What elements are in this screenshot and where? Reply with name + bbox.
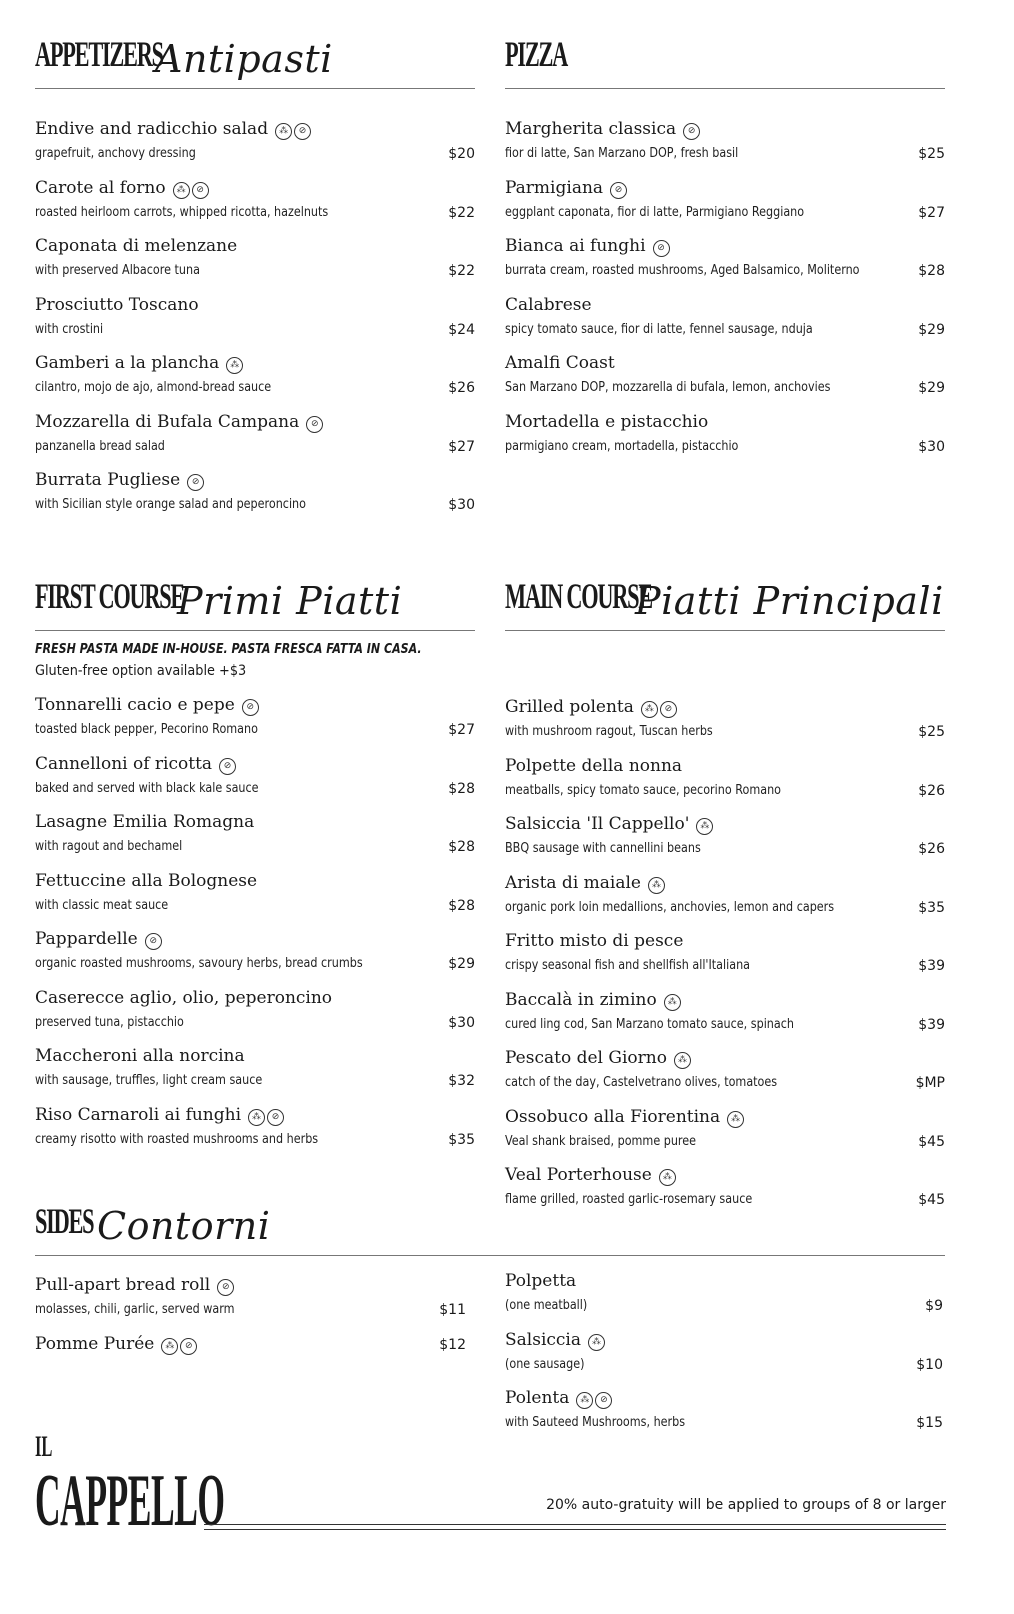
main-course-list [505, 695, 945, 1222]
main-course-subtitle: Piatti Principali [635, 579, 944, 623]
first-course-subtitle: Primi Piatti [177, 579, 403, 623]
item-name-text: Amalfi Coast [505, 353, 615, 373]
item-name-text: Caponata di melenzane [35, 236, 238, 256]
item-name [505, 812, 715, 838]
pasta-note-heading: FRESH PASTA MADE IN-HOUSE. PASTA FRESCA FATTA IN CASA. [35, 642, 422, 657]
dietary-icons [242, 695, 261, 719]
item-price: $28 [448, 897, 475, 914]
item-name [35, 351, 245, 377]
item-name [35, 293, 199, 317]
item-name [35, 176, 211, 202]
item-name-text: Ossobuco alla Fiorentina [505, 1106, 721, 1127]
gluten-free-icon: ⁂ [248, 1109, 265, 1126]
dietary-icons [727, 1107, 746, 1131]
dietary-icons [248, 1105, 286, 1129]
item-name [35, 117, 313, 143]
item-description: meatballs, spicy tomato sauce, pecorino Romano [505, 782, 782, 798]
menu-item [505, 1328, 943, 1387]
menu-item [505, 351, 945, 410]
item-name [505, 1163, 678, 1189]
item-price: $45 [918, 1192, 945, 1208]
item-price: $30 [448, 1014, 475, 1031]
item-price: $39 [918, 958, 945, 974]
item-price: $28 [448, 839, 475, 855]
menu-item [35, 869, 475, 928]
item-description: parmigiano cream, mortadella, pistacchio [505, 438, 739, 454]
item-description: catch of the day, Castelvetrano olives, tomatoes [505, 1075, 778, 1090]
vegetarian-icon: ⊘ [653, 240, 670, 257]
item-name-text: Fettuccine alla Bolognese [35, 870, 258, 891]
item-name-text: Pomme Purée [35, 1333, 155, 1354]
dietary-icons [145, 929, 164, 953]
item-name-text: Baccalà in zimino [505, 989, 657, 1010]
menu-item [35, 468, 475, 527]
first-course-title: FIRST COURSE [35, 576, 185, 616]
gluten-free-icon: ⁂ [173, 182, 190, 199]
item-name [505, 1386, 614, 1412]
item-name [35, 810, 254, 834]
gluten-free-icon: ⁂ [641, 701, 658, 718]
item-description: Veal shank braised, pomme puree [505, 1133, 697, 1149]
gluten-free-icon: ⁂ [576, 1392, 593, 1409]
vegetarian-icon: ⊘ [192, 182, 209, 199]
item-name-text: Polenta [505, 1388, 570, 1408]
item-description: flame grilled, roasted garlic-rosemary sauce [505, 1192, 753, 1207]
item-description: burrata cream, roasted mushrooms, Aged Balsamico, Moliterno [505, 263, 860, 278]
menu-item [505, 988, 945, 1047]
pasta-note [35, 641, 475, 679]
menu-item [35, 234, 475, 293]
dietary-icons [653, 236, 672, 260]
menu-item [505, 812, 945, 871]
gluten-free-note: Gluten-free option available +$3 [35, 663, 247, 679]
item-description: with crostini [35, 321, 104, 337]
restaurant-logo [35, 1430, 430, 1542]
dietary-icons [641, 697, 679, 721]
item-name-text: Margherita classica [505, 119, 677, 139]
gluten-free-icon: ⁂ [659, 1169, 676, 1186]
item-name [505, 1328, 607, 1354]
menu-item [35, 927, 475, 986]
menu-item [35, 351, 475, 410]
item-name-text: Carote al forno [35, 177, 166, 198]
appetizers-list [35, 117, 475, 527]
menu-item [35, 1103, 475, 1162]
sides-right-list [505, 1269, 943, 1445]
appetizers-section [35, 30, 475, 527]
item-name-text: Polpette della nonna [505, 755, 683, 776]
sides-header [35, 1197, 945, 1256]
gluten-free-icon: ⁂ [275, 123, 292, 140]
dietary-icons [217, 1275, 236, 1299]
item-name [505, 176, 629, 202]
item-name [35, 468, 206, 494]
menu-item [505, 1046, 945, 1105]
item-price: $27 [918, 204, 945, 221]
item-name-text: Arista di maiale [505, 872, 641, 893]
vegetarian-icon: ⊘ [219, 758, 236, 775]
menu-item [505, 929, 945, 988]
vegetarian-icon: ⊘ [294, 123, 311, 140]
vegetarian-icon: ⊘ [306, 416, 323, 433]
item-price: $20 [448, 146, 475, 162]
sides-title: SIDES [35, 1201, 94, 1241]
dietary-icons [219, 754, 238, 778]
vegetarian-icon: ⊘ [180, 1338, 197, 1355]
item-name [505, 351, 615, 375]
vegetarian-icon: ⊘ [217, 1279, 234, 1296]
menu-item [505, 1269, 943, 1328]
item-price: $29 [918, 380, 945, 396]
item-name [505, 117, 702, 143]
item-price: $30 [448, 497, 475, 513]
item-description: cured ling cod, San Marzano tomato sauce, spinach [505, 1016, 794, 1032]
item-name [35, 986, 332, 1010]
menu-item [505, 117, 945, 176]
item-price: $32 [448, 1073, 475, 1089]
item-description: molasses, chili, garlic, served warm [35, 1302, 235, 1317]
item-name [505, 1105, 746, 1131]
item-name [505, 293, 592, 317]
item-description: BBQ sausage with cannellini beans [505, 841, 701, 856]
item-price: $15 [916, 1415, 943, 1431]
item-name [505, 695, 679, 721]
item-description: preserved tuna, pistacchio [35, 1014, 184, 1030]
sides-left-column [35, 1273, 466, 1390]
item-price: $25 [918, 724, 945, 740]
pizza-header [505, 30, 945, 89]
item-name [35, 234, 237, 258]
item-price: $29 [448, 956, 475, 972]
dietary-icons [664, 990, 683, 1014]
menu-item [505, 695, 945, 754]
item-name-text: Tonnarelli cacio e pepe [35, 695, 235, 715]
item-name-text: Bianca ai funghi [505, 236, 646, 256]
pizza-section [505, 30, 945, 468]
menu-item [505, 176, 945, 235]
menu-item [35, 1044, 475, 1103]
gluten-free-icon: ⁂ [664, 994, 681, 1011]
item-name-text: Burrata Pugliese [35, 470, 181, 490]
gluten-free-icon: ⁂ [696, 818, 713, 835]
dietary-icons [648, 873, 667, 897]
vegetarian-icon: ⊘ [610, 182, 627, 199]
menu-item [35, 1273, 466, 1332]
item-price: $9 [925, 1298, 943, 1314]
item-price: $22 [448, 204, 475, 221]
dietary-icons [696, 814, 715, 838]
menu-item [505, 234, 945, 293]
item-price: $28 [918, 263, 945, 279]
item-description: grapefruit, anchovy dressing [35, 146, 196, 161]
item-name-text: Caserecce aglio, olio, peperoncino [35, 987, 333, 1008]
gratuity-note: 20% auto-gratuity will be applied to groups of 8 or larger [546, 1497, 946, 1513]
item-description: San Marzano DOP, mozzarella di bufala, lemon, anchovies [505, 380, 831, 395]
item-name-text: Grilled polenta [505, 697, 634, 717]
item-description: with sausage, truffles, light cream sauce [35, 1073, 263, 1088]
main-course-section [505, 572, 945, 1222]
item-description: cilantro, mojo de ajo, almond-bread sauce [35, 380, 272, 395]
dietary-icons [610, 178, 629, 202]
item-name [505, 1269, 576, 1293]
sides-subtitle: Contorni [97, 1204, 271, 1248]
vegetarian-icon: ⊘ [595, 1392, 612, 1409]
item-price: $10 [916, 1356, 943, 1373]
dietary-icons [226, 353, 245, 377]
sides-left-list [35, 1273, 466, 1390]
menu-item [505, 293, 945, 352]
gluten-free-icon: ⁂ [588, 1334, 605, 1351]
menu-item [35, 810, 475, 869]
vegetarian-icon: ⊘ [267, 1109, 284, 1126]
item-price: $35 [448, 1131, 475, 1148]
vegetarian-icon: ⊘ [242, 699, 259, 716]
item-description: (one meatball) [505, 1298, 588, 1313]
gluten-free-icon: ⁂ [648, 877, 665, 894]
dietary-icons [683, 119, 702, 143]
appetizers-header [35, 30, 475, 89]
item-name-text: Maccheroni alla norcina [35, 1046, 245, 1066]
item-description: baked and served with black kale sauce [35, 780, 259, 796]
menu-item [505, 1386, 943, 1445]
item-name [35, 1332, 199, 1358]
item-price: $28 [448, 780, 475, 797]
appetizers-subtitle: Antipasti [155, 37, 333, 81]
menu-item [35, 693, 475, 752]
item-name-text: Riso Carnaroli ai funghi [35, 1104, 242, 1125]
item-name-text: Mozzarella di Bufala Campana [35, 411, 300, 432]
item-description: with Sauteed Mushrooms, herbs [505, 1415, 686, 1430]
sides-section [35, 1197, 945, 1256]
item-description: toasted black pepper, Pecorino Romano [35, 722, 258, 737]
item-description: crispy seasonal fish and shellfish all'Italiana [505, 958, 751, 973]
dietary-icons [161, 1334, 199, 1358]
item-name [505, 988, 683, 1014]
item-name-text: Mortadella e pistacchio [505, 411, 709, 432]
item-description: fior di latte, San Marzano DOP, fresh basil [505, 146, 739, 161]
footer-rule-bottom [204, 1529, 946, 1530]
item-description: with Sicilian style orange salad and peperoncino [35, 497, 306, 512]
gluten-free-icon: ⁂ [161, 1338, 178, 1355]
item-name-text: Polpetta [505, 1271, 577, 1291]
dietary-icons [173, 178, 211, 202]
main-course-title: MAIN COURSE [505, 576, 652, 616]
dietary-icons [588, 1330, 607, 1354]
dietary-icons [275, 119, 313, 143]
item-price: $11 [439, 1302, 466, 1318]
item-price: $MP [915, 1075, 945, 1091]
item-price: $24 [448, 321, 475, 338]
item-name [35, 410, 325, 436]
item-name-text: Calabrese [505, 294, 592, 315]
item-name [35, 869, 257, 893]
item-name-text: Lasagne Emilia Romagna [35, 812, 255, 832]
vegetarian-icon: ⊘ [683, 123, 700, 140]
item-name [35, 1044, 245, 1068]
dietary-icons [674, 1048, 693, 1072]
menu-item [35, 293, 475, 352]
menu-item [35, 986, 475, 1045]
item-name-text: Fritto misto di pesce [505, 931, 684, 951]
first-course-section [35, 572, 475, 1161]
gluten-free-icon: ⁂ [674, 1052, 691, 1069]
item-description: with classic meat sauce [35, 897, 169, 913]
item-name-text: Salsiccia [505, 1329, 581, 1350]
item-name-text: Pull-apart bread roll [35, 1275, 211, 1295]
vegetarian-icon: ⊘ [187, 474, 204, 491]
item-description: with preserved Albacore tuna [35, 263, 200, 278]
item-description: roasted heirloom carrots, whipped ricotta, hazelnuts [35, 204, 329, 220]
item-name-text: Gamberi a la plancha [35, 353, 220, 373]
item-name [35, 1273, 236, 1299]
menu-item [35, 752, 475, 811]
sides-right-column [505, 1269, 943, 1445]
item-name [505, 754, 682, 778]
item-name-text: Endive and radicchio salad [35, 119, 269, 139]
item-price: $45 [918, 1133, 945, 1150]
gluten-free-icon: ⁂ [727, 1111, 744, 1128]
gluten-free-icon: ⁂ [226, 357, 243, 374]
pizza-list [505, 117, 945, 468]
item-price: $26 [918, 782, 945, 799]
vegetarian-icon: ⊘ [145, 933, 162, 950]
item-price: $22 [448, 263, 475, 279]
item-name [505, 929, 683, 953]
main-course-header [505, 572, 945, 631]
item-name [505, 234, 672, 260]
dietary-icons [659, 1165, 678, 1189]
pizza-title: PIZZA [505, 34, 568, 74]
menu-item [35, 176, 475, 235]
menu-item [35, 117, 475, 176]
item-price: $25 [918, 146, 945, 162]
item-description: creamy risotto with roasted mushrooms and herbs [35, 1131, 319, 1147]
item-name-text: Prosciutto Toscano [35, 294, 199, 315]
dietary-icons [576, 1388, 614, 1412]
item-name [505, 1046, 693, 1072]
item-name [505, 871, 667, 897]
item-price: $26 [918, 841, 945, 857]
item-description: (one sausage) [505, 1356, 585, 1372]
item-description: organic roasted mushrooms, savoury herbs, bread crumbs [35, 956, 363, 971]
item-name-text: Cannelloni of ricotta [35, 753, 213, 774]
first-course-header [35, 572, 475, 631]
item-description: spicy tomato sauce, fior di latte, fennel sausage, nduja [505, 321, 813, 337]
menu-item [505, 871, 945, 930]
item-name [505, 410, 708, 434]
item-name [35, 752, 238, 778]
item-price: $39 [918, 1016, 945, 1033]
item-name-text: Veal Porterhouse [505, 1165, 652, 1185]
item-description: panzanella bread salad [35, 438, 165, 454]
item-description: organic pork loin medallions, anchovies, lemon and capers [505, 899, 835, 915]
item-name-text: Parmigiana [505, 177, 604, 198]
appetizers-title: APPETIZERS [35, 34, 163, 74]
item-name [35, 927, 164, 953]
footer-rule-top [204, 1524, 946, 1525]
first-course-list [35, 693, 475, 1161]
item-price: $12 [439, 1336, 466, 1353]
menu-item [35, 1332, 466, 1391]
dietary-icons [187, 470, 206, 494]
item-price: $35 [918, 899, 945, 916]
item-price: $29 [918, 321, 945, 338]
item-price: $27 [448, 722, 475, 738]
vegetarian-icon: ⊘ [660, 701, 677, 718]
item-description: eggplant caponata, fior di latte, Parmigiano Reggiano [505, 204, 805, 220]
item-price: $26 [448, 380, 475, 396]
dietary-icons [306, 412, 325, 436]
menu-item [505, 754, 945, 813]
item-price: $30 [918, 438, 945, 455]
item-name [35, 693, 261, 719]
item-price: $27 [448, 438, 475, 455]
item-name-text: Salsiccia 'Il Cappello' [505, 814, 690, 834]
item-description: with mushroom ragout, Tuscan herbs [505, 724, 713, 739]
menu-item [505, 410, 945, 469]
logo-line-cappello: CAPPELLO [35, 1460, 225, 1542]
item-name-text: Pescato del Giorno [505, 1048, 667, 1068]
item-name [35, 1103, 286, 1129]
menu-item [505, 1105, 945, 1164]
logo-line-il: IL [35, 1430, 53, 1463]
item-name-text: Pappardelle [35, 929, 138, 949]
menu-item [35, 410, 475, 469]
item-description: with ragout and bechamel [35, 839, 183, 854]
